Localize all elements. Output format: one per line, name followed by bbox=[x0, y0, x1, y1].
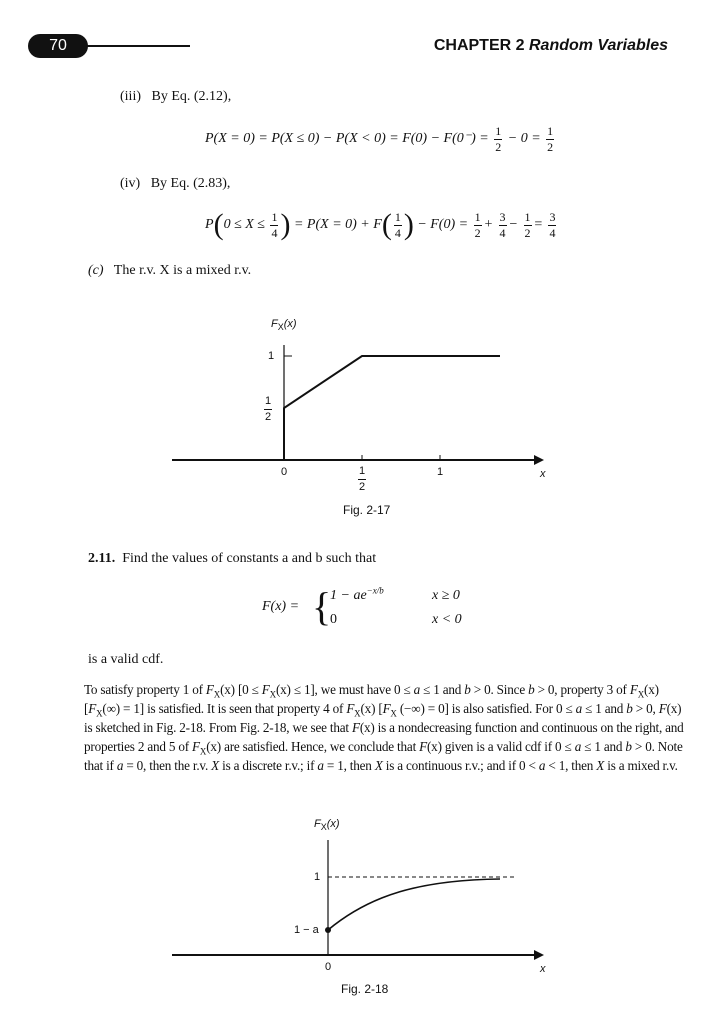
solution-run: (x) [ bbox=[84, 682, 659, 716]
solution-run: (x) is sketched in Fig. 2-18. From Fig. 2-18, we see that bbox=[84, 701, 682, 735]
solution-run: X bbox=[269, 689, 276, 700]
fig18-x-label: x bbox=[540, 963, 546, 975]
part-c: (c) The r.v. X is a mixed r.v. bbox=[88, 263, 252, 278]
x-axis-arrow-18 bbox=[534, 950, 544, 960]
solution-run: is a continuous r.v.; and if 0 < bbox=[382, 758, 539, 773]
fig17-y-label: $F_X(x)$ bbox=[271, 318, 297, 333]
solution-run: (x) [0 ≤ bbox=[220, 682, 262, 697]
x-axis-arrow bbox=[534, 455, 544, 465]
fig18-x-tick-0: 0 bbox=[325, 961, 332, 973]
solution-run: b bbox=[625, 739, 632, 754]
solution-run: F bbox=[205, 682, 214, 697]
chapter-number: CHAPTER 2 bbox=[433, 37, 525, 54]
equation-iii: P(X = 0) = P(X ≤ 0) − P(X < 0) = F(0) − F(0⁻) = $\frac{1}{2}$ − 0 = $\frac{1}{2}$ bbox=[205, 124, 554, 154]
solution-run: (∞) = 1] is satisfied. It is seen that property 4 of bbox=[102, 701, 347, 716]
fig17-x-tick-0: 0 bbox=[281, 466, 288, 478]
solution-run: F bbox=[658, 701, 667, 716]
solution-run: > 0, property 3 of bbox=[534, 682, 630, 697]
solution-run: a bbox=[574, 739, 582, 754]
solution-run: F bbox=[419, 739, 427, 754]
solution-run: X bbox=[211, 758, 220, 773]
solution-run: F bbox=[192, 739, 200, 754]
solution-run: (x) [ bbox=[360, 701, 383, 716]
fig18-caption: Fig. 2-18 bbox=[341, 982, 389, 996]
fig17-y-tick-half: $\frac{1}{2}$ bbox=[265, 395, 272, 423]
solution-run: F bbox=[346, 701, 355, 716]
solution-run: X bbox=[637, 689, 645, 700]
solution-run: X bbox=[199, 746, 207, 757]
solution-run: ≤ 1 and bbox=[419, 682, 465, 697]
jump-point bbox=[325, 927, 331, 933]
solution-paragraph bbox=[84, 680, 690, 775]
solution-run: X bbox=[96, 708, 103, 719]
solution-run: = 0, then the r.v. bbox=[123, 758, 212, 773]
solution-run: = 1, then bbox=[323, 758, 375, 773]
part-iii-label: (iii) By Eq. (2.12), bbox=[120, 89, 232, 104]
part-iv-label: (iv) By Eq. (2.83), bbox=[120, 176, 231, 191]
solution-run: b bbox=[464, 682, 471, 697]
fig18-y-label: $F_X(x)$ bbox=[314, 818, 340, 833]
solution-run: X bbox=[596, 758, 605, 773]
solution-run: (−∞) = 0] is also satisfied. For 0 ≤ bbox=[396, 701, 576, 716]
solution-run: (x) are satisfied. Hence, we conclude that bbox=[206, 739, 420, 754]
solution-run: is a discrete r.v.; if bbox=[219, 758, 318, 773]
solution-run: is a mixed r.v. bbox=[604, 758, 678, 773]
problem-statement: 2.11. Find the values of constants a and b such that bbox=[88, 551, 377, 566]
solution-run: > 0. Since bbox=[470, 682, 529, 697]
solution-run: > 0, bbox=[632, 701, 659, 716]
solution-run: a bbox=[413, 682, 420, 697]
cdf-line bbox=[284, 356, 500, 460]
solution-run: a bbox=[317, 758, 324, 773]
solution-run: < 1, then bbox=[545, 758, 597, 773]
solution-run: (x) ≤ 1], we must have 0 ≤ bbox=[275, 682, 414, 697]
solution-run: X bbox=[213, 689, 221, 700]
fig17-x-label: x bbox=[540, 468, 546, 480]
solution-run: X bbox=[374, 758, 383, 773]
solution-run: X bbox=[354, 708, 361, 719]
solution-run: F bbox=[88, 701, 97, 716]
solution-run: F bbox=[382, 701, 391, 716]
fig17-x-tick-1: 1 bbox=[437, 466, 444, 478]
solution-run: a bbox=[538, 758, 546, 773]
fig17-caption: Fig. 2-17 bbox=[343, 503, 391, 517]
solution-run: To satisfy property 1 of bbox=[84, 682, 206, 697]
equation-iv: P(0 ≤ X ≤ $\frac{1}{4}$ ) = P(X = 0) + F( $\frac{1}{4}$ ) − F(0) = $\frac{1}{2}$ + $\frac{3}{4}$ − $\frac{1}{2}$ = $\frac{3}{4}$ bbox=[205, 208, 556, 241]
cdf-curve bbox=[328, 879, 500, 930]
solution-run: a bbox=[575, 701, 582, 716]
solution-run: F bbox=[351, 720, 360, 735]
solution-run: X bbox=[390, 708, 397, 719]
solution-run: ≤ 1 and bbox=[581, 739, 626, 754]
solution-run: (x) is a nondecreasing function and continuous on the right, and properties 2 and 5 of bbox=[84, 720, 684, 754]
chapter-title: Random Variables bbox=[528, 37, 668, 54]
solution-run: F bbox=[629, 682, 638, 697]
page-number-badge: 70 bbox=[28, 34, 88, 58]
solution-run: b bbox=[528, 682, 535, 697]
solution-run: > 0. Note that if bbox=[84, 739, 683, 773]
problem-after: is a valid cdf. bbox=[88, 652, 164, 667]
piecewise-function: F(x) = { $1 - ae^{-x/b}$ x ≥ 0 0 x < 0 bbox=[262, 584, 462, 629]
fig17-y-tick-1: 1 bbox=[268, 350, 275, 362]
solution-run: b bbox=[626, 701, 633, 716]
solution-run: a bbox=[116, 758, 124, 773]
fig17-x-tick-half: $\frac{1}{2}$ bbox=[359, 465, 366, 493]
solution-run: ≤ 1 and bbox=[582, 701, 627, 716]
fig18-y-tick-1: 1 bbox=[314, 871, 321, 883]
fig18-y-tick-1-minus-a: 1 − a bbox=[294, 924, 319, 936]
solution-run: (x) given is a valid cdf if 0 ≤ bbox=[426, 739, 575, 754]
solution-run: F bbox=[261, 682, 270, 697]
